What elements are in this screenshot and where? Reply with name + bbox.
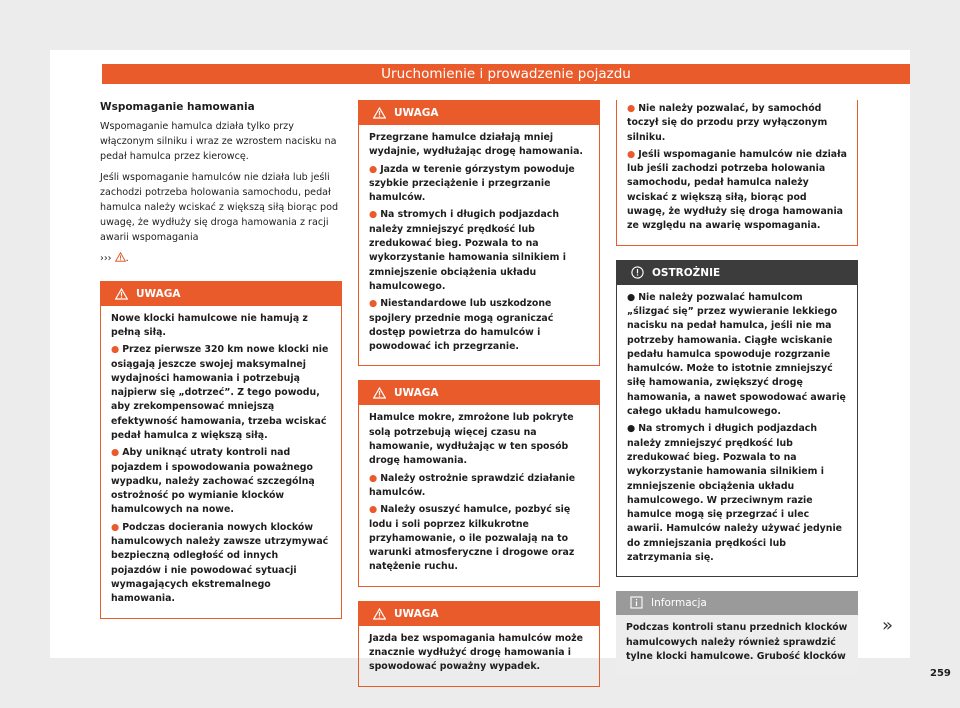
manual-page <box>50 50 951 679</box>
bullet-icon: ● <box>369 163 378 175</box>
list-item: ● Należy ostrożnie sprawdzić działanie hamulców. <box>369 472 576 498</box>
column-3 <box>616 100 858 689</box>
chapter-header <box>102 64 910 84</box>
list-item: ● Nie należy pozwalać, by samochód toczył się do przodu przy wyłączonym silniku. <box>627 103 828 143</box>
warning-intro: Przegrzane hamulce działają mniej wydajnie, wydłużając drogę hamowania. <box>369 132 583 158</box>
list-item: ● Podczas docierania nowych klocków hamulcowych należy zawsze utrzymywać bezpieczną odległość od innych pojazdów i nie powodować sytuacji wymagających ekstremalnego hamowania. <box>111 521 329 605</box>
warning-triangle-icon <box>373 608 386 620</box>
list-item: ● Na stromych i długich podjazdach należy zmniejszyć prędkość lub zredukować bieg. Pozwala to na wykorzystanie hamowania silnikiem i zmniejszenie obciążenia układu hamulcowego. <box>369 209 566 292</box>
warning-box-body <box>359 405 599 585</box>
warning-box <box>358 601 600 687</box>
info-box <box>616 591 858 675</box>
list-item: ● Niestandardowe lub uszkodzone spojlery przednie mogą ograniczać dostęp powietrza do hamulców i powodować ich przegrzanie. <box>369 298 554 353</box>
info-box-title: Informacja <box>651 597 707 610</box>
paragraph: Wspomaganie hamulca działa tylko przy włączonym silniku i wraz ze wzrostem nacisku na pedał hamulca przez kierowcę. <box>100 121 337 163</box>
bullet-icon: ● <box>111 344 120 356</box>
bullet-icon: ● <box>627 423 636 435</box>
warning-box-continued <box>616 100 858 246</box>
caution-box-body <box>617 285 857 577</box>
info-box-header <box>616 591 858 615</box>
warning-intro: Hamulce mokre, zmrożone lub pokryte solą potrzebują więcej czasu na hamowanie, wydłużając w ten sposób drogę hamowania. <box>369 412 574 467</box>
bullet-icon: ● <box>369 504 378 516</box>
bullet-icon: ● <box>111 447 120 459</box>
bullet-icon: ● <box>627 148 636 160</box>
list-item: ● Jazda w terenie górzystym powoduje szybkie przeciążenie i przegrzanie hamulców. <box>369 163 575 204</box>
bullet-icon: ● <box>627 291 636 303</box>
warning-box <box>100 281 342 619</box>
warning-triangle-icon <box>115 252 126 267</box>
warning-box <box>358 380 600 586</box>
warning-box-header <box>359 602 599 626</box>
caution-box <box>616 260 858 578</box>
warning-triangle-icon <box>373 387 386 399</box>
warning-reference: ››› . <box>100 251 342 267</box>
warning-box-body <box>101 306 341 618</box>
warning-box-header <box>359 381 599 405</box>
page-number: 259 <box>930 668 951 679</box>
warning-triangle-icon <box>115 288 128 300</box>
caution-box-title: OSTROŻNIE <box>652 266 721 279</box>
warning-box-title: UWAGA <box>136 287 181 300</box>
warning-triangle-icon <box>373 107 386 119</box>
list-item: ● Przez pierwsze 320 km nowe klocki nie osiągają jeszcze swojej maksymalnej wydajności hamowania i potrzebują najpierw się „dotrzeć”. Z tego powodu, aby zrekompensować mniejszą efektywność hamowania, trzeba wciskać pedał hamulca z większą siłą. <box>111 344 329 441</box>
warning-box-title: UWAGA <box>394 387 439 400</box>
bullet-icon: ● <box>627 103 636 114</box>
list-item: ● Aby uniknąć utraty kontroli nad pojazdem i spowodowania poważnego wypadku, należy zachować szczególną ostrożność po wymianie klocków hamulcowych na nowe. <box>111 447 315 516</box>
info-box-body <box>616 615 858 675</box>
warning-box <box>358 100 600 366</box>
list-item: ● Jeśli wspomaganie hamulców nie działa lub jeśli zachodzi potrzeba holowania samochodu, pedał hamulca należy wciskać z większą siłą, biorąc pod uwagę, że wydłuży się droga hamowania ze względu na awarię wspomagania. <box>627 148 847 232</box>
warning-box-header <box>101 282 341 306</box>
warning-box-title: UWAGA <box>394 107 439 119</box>
bullet-icon: ● <box>369 209 378 221</box>
paragraph: Jeśli wspomaganie hamulców nie działa lub jeśli zachodzi potrzeba holowania samochodu, pedał hamulca należy wciskać z większą siłą biorąc pod uwagę, że wydłuży się droga hamowania z racji awarii wspomagania <box>100 171 339 244</box>
warning-box-header <box>359 101 599 125</box>
warning-box-title: UWAGA <box>394 607 439 620</box>
warning-box-body <box>359 125 599 365</box>
list-item: ● Należy osuszyć hamulce, pozbyć się lodu i soli poprzez kilkukrotne przyhamowanie, o ile pozwalają na to warunki atmosferyczne i drogowe oraz natężenie ruchu. <box>369 504 575 573</box>
reference-arrows: ››› <box>100 252 112 264</box>
column-2 <box>358 100 600 701</box>
bullet-icon: ● <box>369 472 378 484</box>
caution-box-header <box>617 261 857 285</box>
bullet-icon: ● <box>111 521 120 533</box>
caution-circle-icon <box>631 266 644 279</box>
chapter-title: Uruchomienie i prowadzenie pojazdu <box>381 66 631 82</box>
list-item: ● Nie należy pozwalać hamulcom „ślizgać się” przez wywieranie lekkiego nacisku na pedał hamulca, jeśli nie ma potrzeby hamowania. Ciągłe wciskanie pedału hamulca spowoduje rozgrzanie hamulców. Może to istotnie zmniejszyć siłę hamowania, zwiększyć drogę hamowania, a nawet spowodować awarię całego układu hamulcowego. <box>627 291 846 418</box>
warning-box-body <box>359 626 599 686</box>
info-icon <box>630 596 643 609</box>
column-1 <box>100 100 342 633</box>
warning-box-body <box>617 100 857 245</box>
info-text: Podczas kontroli stanu przednich klocków hamulcowych należy również sprawdzić tylne klocki hamulcowe. Grubość klocków <box>626 622 848 662</box>
warning-intro: Nowe klocki hamulcowe nie hamują z pełną siłą. <box>111 312 308 338</box>
section-title: Wspomaganie hamowania <box>100 101 255 113</box>
warning-intro: Jazda bez wspomagania hamulców może znacznie wydłużyć drogę hamowania i spowodować poważny wypadek. <box>369 632 583 673</box>
list-item: ● Na stromych i długich podjazdach należy zmniejszyć prędkość lub zredukować bieg. Pozwala to na wykorzystanie hamowania silnikiem i zmniejszenie obciążenia układu hamulcowego. W przeciwnym razie hamulce mogą się przegrzać i ulec awarii. Hamulców należy używać jedynie do zmniejszania prędkości lub zatrzymania się. <box>627 423 843 564</box>
continued-arrow-icon: » <box>882 615 894 636</box>
bullet-icon: ● <box>369 298 378 310</box>
